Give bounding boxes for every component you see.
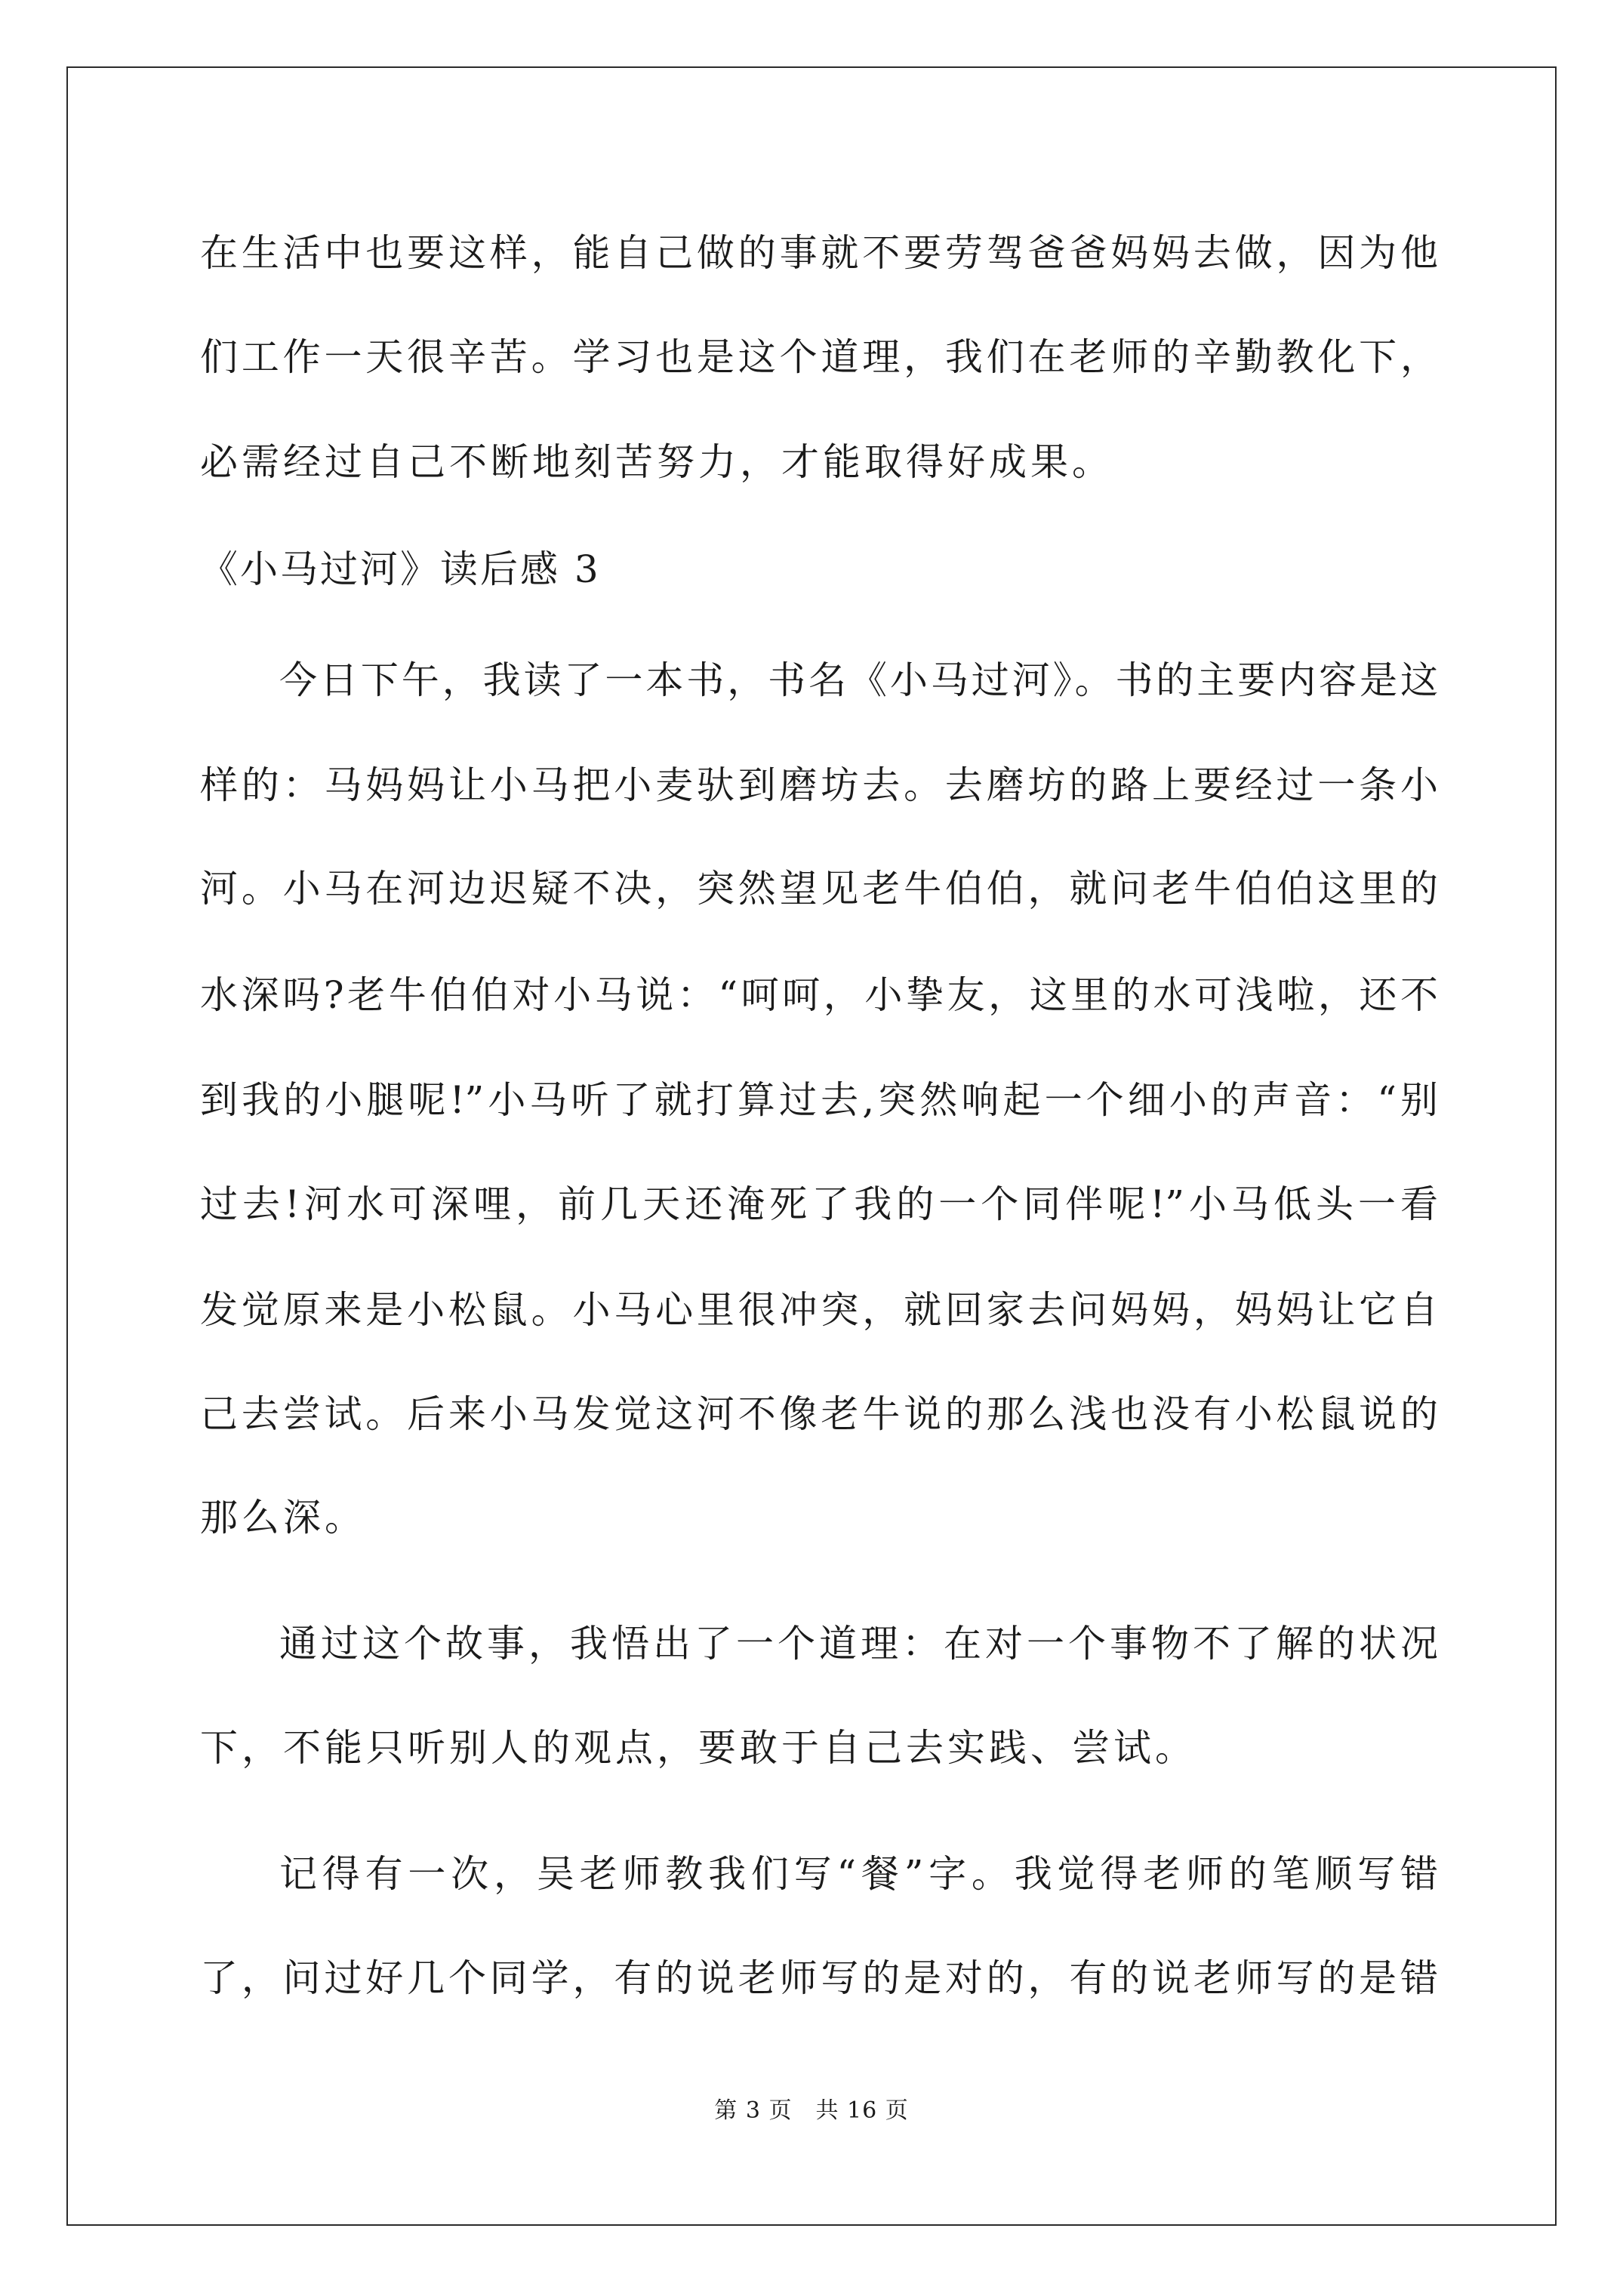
text-line: 下，不能只听别人的观点，要敢于自己去实践、尝试。 [200,1726,1196,1770]
text-line: 样的：马妈妈让小马把小麦驮到磨坊去。去磨坊的路上要经过一条小 [200,763,1438,807]
text-line: 们工作一天很辛苦。学习也是这个道理，我们在老师的辛勤教化下， [200,335,1438,379]
text-line: 记得有一次，吴老师教我们写“餐”字。我觉得老师的笔顺写错 [279,1852,1438,1896]
page-border [66,66,1557,2226]
text-line: 过去!河水可深哩，前几天还淹死了我的一个同伴呢!”小马低头一看 [200,1182,1438,1226]
text-line: 通过这个故事，我悟出了一个道理：在对一个事物不了解的状况 [279,1622,1438,1666]
text-line: 水深吗?老牛伯伯对小马说：“呵呵，小挚友，这里的水可浅啦，还不 [200,973,1438,1017]
text-line: 发觉原来是小松鼠。小马心里很冲突，就回家去问妈妈，妈妈让它自 [200,1288,1438,1332]
text-line: 到我的小腿呢!”小马听了就打算过去,突然响起一个细小的声音：“别 [200,1078,1438,1122]
text-line: 必需经过自己不断地刻苦努力，才能取得好成果。 [200,440,1113,484]
text-line: 在生活中也要这样，能自己做的事就不要劳驾爸爸妈妈去做，因为他 [200,231,1438,275]
text-line: 河。小马在河边迟疑不决，突然望见老牛伯伯，就问老牛伯伯这里的 [200,867,1438,911]
page-footer: 第 3 页 共 16 页 [714,2097,909,2124]
text-line: 那么深。 [200,1496,366,1539]
text-line: 了，问过好几个同学，有的说老师写的是对的，有的说老师写的是错 [200,1956,1438,2000]
text-line: 己去尝试。后来小马发觉这河不像老牛说的那么浅也没有小松鼠说的 [200,1392,1438,1436]
section-heading: 《小马过河》读后感 3 [200,547,601,591]
text-line: 今日下午，我读了一本书，书名《小马过河》。书的主要内容是这 [279,658,1438,702]
